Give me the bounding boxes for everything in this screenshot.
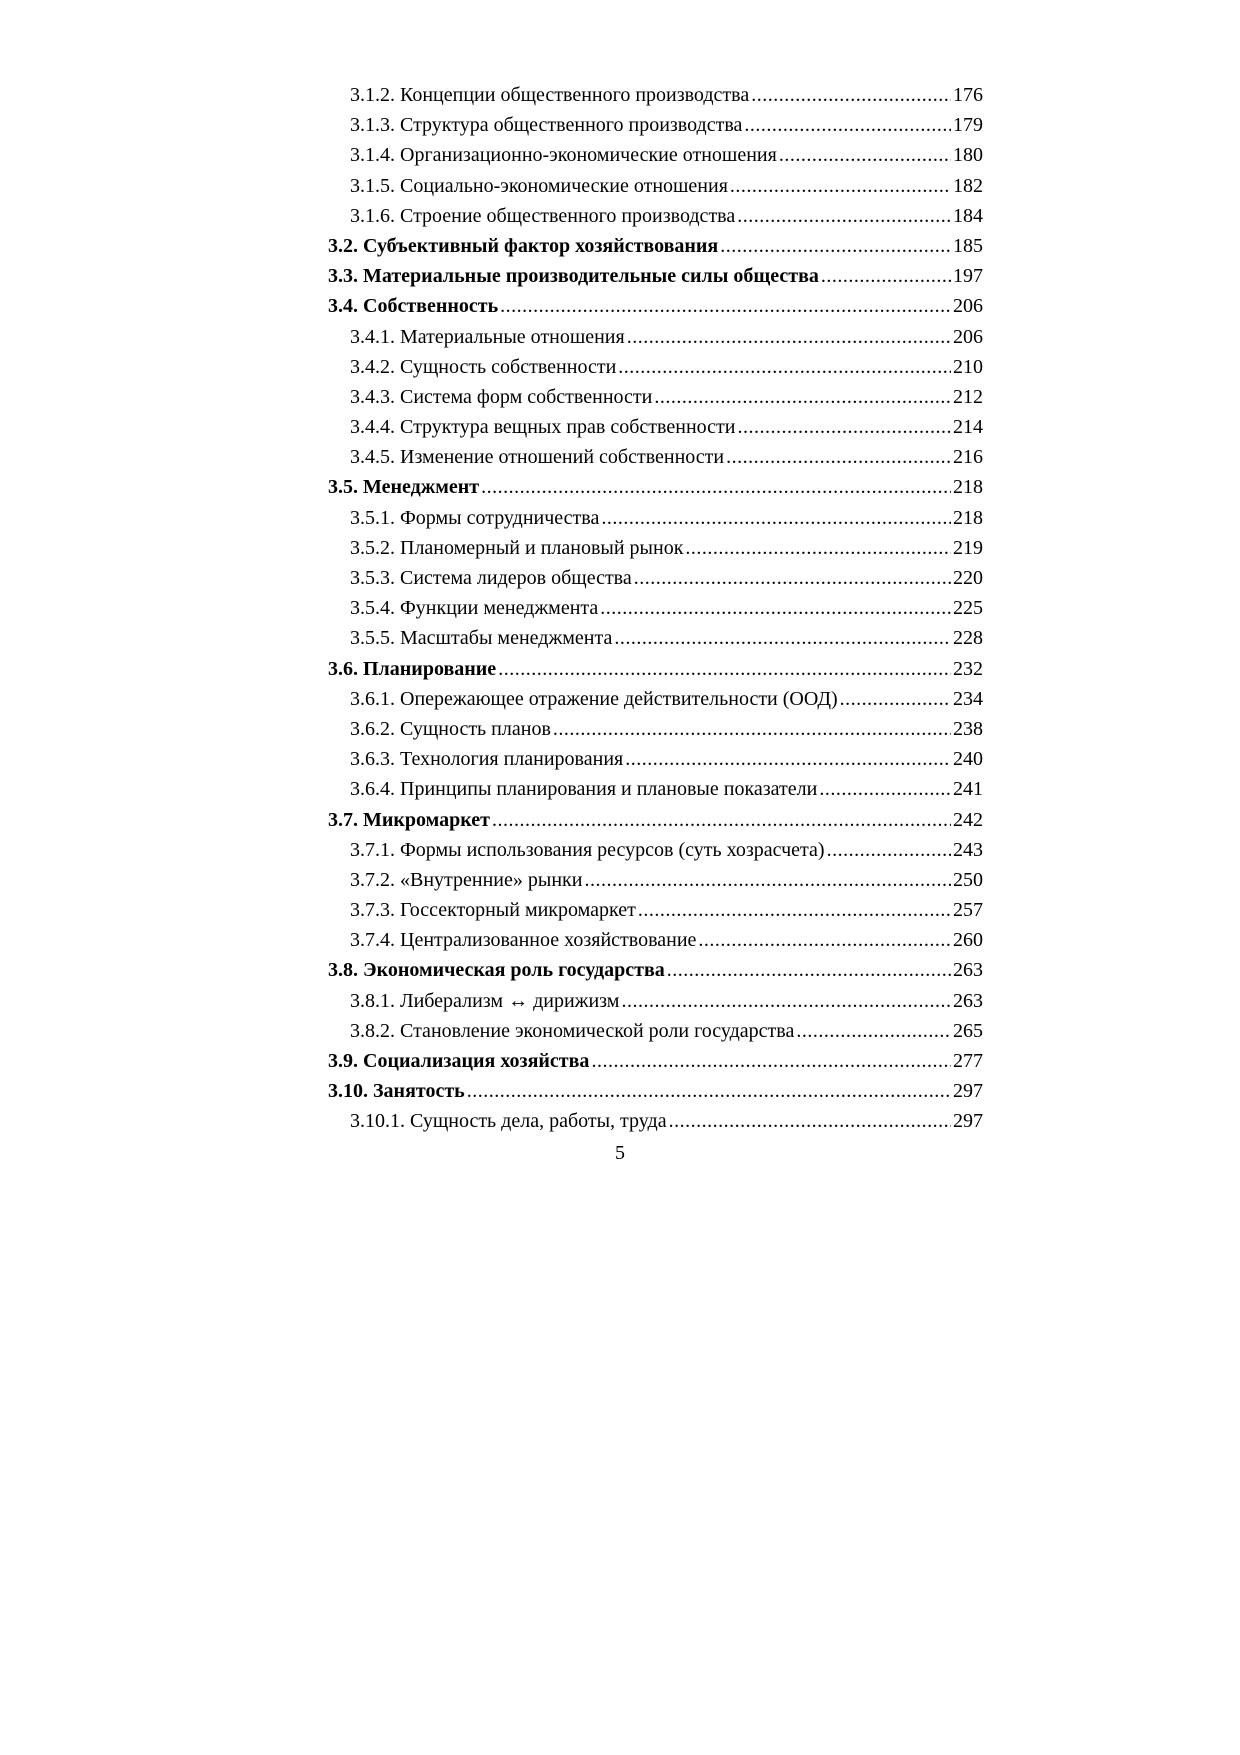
toc-dot-leader	[751, 80, 951, 110]
toc-section-entry[interactable]	[328, 955, 983, 985]
toc-section-entry[interactable]	[328, 231, 983, 261]
toc-entry-page-number: 277	[953, 1050, 983, 1072]
toc-entry-title: 3.6.2. Сущность планов	[350, 717, 551, 740]
toc-dot-leader	[685, 533, 951, 563]
toc-dot-leader	[796, 1016, 951, 1046]
toc-dot-leader	[819, 774, 951, 804]
toc-entry-page-number: 263	[953, 959, 983, 982]
toc-subsection-entry[interactable]	[328, 382, 983, 412]
toc-dot-leader	[591, 1046, 951, 1076]
toc-entry-title: 3.3. Материальные производительные силы общества	[328, 265, 819, 288]
toc-entry-page-number: 210	[953, 355, 983, 378]
toc-entry-title: 3.6. Планирование	[328, 657, 497, 680]
toc-subsection-entry[interactable]	[328, 895, 983, 925]
toc-subsection-entry[interactable]	[328, 835, 983, 865]
toc-entry-page-number: 260	[953, 929, 983, 952]
toc-entry-page-number: 225	[953, 597, 983, 620]
toc-entry-page-number: 180	[953, 144, 983, 167]
toc-entry-title: 3.7.4. Централизованное хозяйствование	[350, 929, 697, 952]
toc-subsection-entry[interactable]	[328, 925, 983, 955]
toc-dot-leader	[654, 382, 951, 412]
toc-dot-leader	[467, 1076, 951, 1106]
toc-subsection-entry[interactable]	[328, 412, 983, 442]
toc-entry-title: 3.6.4. Принципы планирования и плановые показатели	[350, 778, 818, 801]
toc-subsection-entry[interactable]	[328, 865, 983, 895]
toc-entry-title: 3.10.1. Сущность дела, работы, труда	[350, 1110, 667, 1133]
toc-entry-title: 3.4.2. Сущность собственности	[350, 355, 617, 378]
toc-dot-leader	[625, 744, 951, 774]
toc-entry-page-number: 234	[953, 687, 983, 710]
toc-subsection-entry[interactable]	[328, 684, 983, 714]
toc-entry-page-number: 263	[953, 989, 983, 1012]
toc-dot-leader	[744, 110, 951, 140]
toc-subsection-entry[interactable]	[328, 623, 983, 653]
toc-section-entry[interactable]	[328, 805, 983, 835]
toc-entry-title: 3.7.3. Госсекторный микромаркет	[350, 899, 636, 922]
toc-entry-title: 3.5.5. Масштабы менеджмента	[350, 627, 613, 650]
toc-entry-page-number: 228	[953, 627, 983, 650]
toc-entry-page-number: 184	[953, 204, 983, 227]
toc-subsection-entry[interactable]	[328, 110, 983, 140]
toc-dot-leader	[498, 654, 951, 684]
toc-dot-leader	[779, 140, 951, 170]
toc-section-entry[interactable]	[328, 654, 983, 684]
toc-entry-title: 3.5.3. Система лидеров общества	[350, 567, 632, 589]
toc-dot-leader	[627, 322, 951, 352]
toc-entry-title: 3.4. Собственность	[328, 295, 499, 318]
toc-entry-page-number: 240	[953, 748, 983, 771]
toc-entry-title: 3.9. Социализация хозяйства	[328, 1050, 590, 1072]
toc-dot-leader	[737, 201, 951, 231]
toc-subsection-entry[interactable]	[328, 714, 983, 744]
toc-entry-page-number: 297	[953, 1110, 983, 1133]
toc-section-entry[interactable]	[328, 472, 983, 502]
toc-entry-title: 3.7. Микромаркет	[328, 808, 491, 831]
toc-subsection-entry[interactable]	[328, 201, 983, 231]
toc-section-entry[interactable]	[328, 1076, 983, 1106]
toc-dot-leader	[840, 684, 951, 714]
toc-dot-leader	[500, 291, 951, 321]
toc-subsection-entry[interactable]	[328, 744, 983, 774]
toc-dot-leader	[737, 412, 951, 442]
toc-entry-page-number: 214	[953, 416, 983, 439]
toc-dot-leader	[481, 472, 951, 502]
toc-entry-page-number: 265	[953, 1019, 983, 1042]
toc-subsection-entry[interactable]	[328, 1106, 983, 1136]
toc-dot-leader	[720, 231, 951, 261]
toc-entry-title: 3.1.6. Строение общественного производства	[350, 204, 736, 227]
toc-entry-title: 3.1.4. Организационно-экономические отношения	[350, 144, 777, 167]
toc-subsection-entry[interactable]	[328, 171, 983, 201]
toc-entry-page-number: 182	[953, 174, 983, 197]
toc-entry-title: 3.1.3. Структура общественного производства	[350, 114, 743, 137]
toc-entry-page-number: 219	[953, 536, 983, 559]
toc-subsection-entry[interactable]	[328, 322, 983, 352]
toc-entry-title: 3.5. Менеджмент	[328, 476, 480, 499]
toc-entry-page-number: 185	[953, 234, 983, 257]
toc-entry-page-number: 297	[953, 1080, 983, 1103]
toc-entry-page-number: 250	[953, 868, 983, 891]
toc-dot-leader	[698, 925, 951, 955]
toc-entry-title: 3.4.1. Материальные отношения	[350, 325, 625, 348]
toc-subsection-entry[interactable]	[328, 503, 983, 533]
toc-entry-title: 3.5.4. Функции менеджмента	[350, 597, 599, 620]
toc-subsection-entry[interactable]	[328, 80, 983, 110]
toc-subsection-entry[interactable]	[328, 774, 983, 804]
toc-dot-leader	[821, 261, 951, 291]
toc-subsection-entry[interactable]	[328, 1016, 983, 1046]
toc-entry-title: 3.4.4. Структура вещных прав собственности	[350, 416, 736, 439]
toc-dot-leader	[667, 955, 951, 985]
toc-entry-page-number: 218	[953, 506, 983, 529]
toc-subsection-entry[interactable]	[328, 563, 983, 593]
toc-entry-page-number: 242	[953, 808, 983, 831]
toc-entry-title: 3.8.2. Становление экономической роли государства	[350, 1019, 795, 1042]
toc-entry-page-number: 232	[953, 657, 983, 680]
toc-dot-leader	[726, 442, 951, 472]
toc-entry-page-number: 218	[953, 476, 983, 499]
toc-entry-title: 3.10. Занятость	[328, 1080, 465, 1103]
toc-entry-page-number: 216	[953, 446, 983, 469]
toc-entry-page-number: 179	[953, 114, 983, 137]
toc-dot-leader	[621, 986, 951, 1016]
toc-entry-page-number: 212	[953, 385, 983, 408]
toc-entry-title: 3.8.1. Либерализм ↔ дирижизм	[350, 989, 620, 1012]
toc-entry-title: 3.6.1. Опережающее отражение действительности (ООД)	[350, 687, 838, 710]
toc-entry-title: 3.5.2. Планомерный и плановый рынок	[350, 536, 684, 559]
toc-subsection-entry[interactable]	[328, 593, 983, 623]
toc-dot-leader	[601, 503, 951, 533]
toc-dot-leader	[638, 895, 951, 925]
toc-dot-leader	[634, 563, 951, 593]
toc-entry-page-number: 241	[953, 778, 983, 801]
toc-entry-title: 3.7.2. «Внутренние» рынки	[350, 868, 583, 891]
toc-dot-leader	[618, 352, 951, 382]
toc-dot-leader	[614, 623, 951, 653]
toc-subsection-entry[interactable]	[328, 986, 983, 1016]
toc-entry-title: 3.7.1. Формы использования ресурсов (суть хозрасчета)	[350, 838, 825, 861]
toc-entry-title: 3.1.5. Социально-экономические отношения	[350, 174, 728, 197]
toc-section-entry[interactable]	[328, 291, 983, 321]
toc-entry-page-number: 176	[953, 84, 983, 106]
toc-dot-leader	[553, 714, 951, 744]
toc-entry-title: 3.4.5. Изменение отношений собственности	[350, 446, 725, 469]
toc-entry-title: 3.4.3. Система форм собственности	[350, 385, 653, 408]
toc-dot-leader	[669, 1106, 951, 1136]
toc-dot-leader	[584, 865, 951, 895]
toc-entry-page-number: 206	[953, 295, 983, 318]
toc-dot-leader	[730, 171, 951, 201]
page-number: 5	[615, 1142, 625, 1164]
toc-subsection-entry[interactable]	[328, 533, 983, 563]
toc-section-entry[interactable]	[328, 1046, 983, 1076]
toc-entry-title: 3.5.1. Формы сотрудничества	[350, 506, 600, 529]
toc-entry-page-number: 238	[953, 717, 983, 740]
toc-entry-page-number: 243	[953, 838, 983, 861]
toc-dot-leader	[492, 805, 951, 835]
toc-subsection-entry[interactable]	[328, 352, 983, 382]
toc-entry-page-number: 220	[953, 567, 983, 589]
toc-subsection-entry[interactable]	[328, 442, 983, 472]
toc-dot-leader	[600, 593, 951, 623]
toc-entry-page-number: 257	[953, 899, 983, 922]
toc-entry-title: 3.2. Субъективный фактор хозяйствования	[328, 234, 719, 257]
toc-entry-page-number: 206	[953, 325, 983, 348]
toc-dot-leader	[827, 835, 951, 865]
toc-entry-title: 3.6.3. Технология планирования	[350, 748, 624, 771]
toc-entry-title: 3.1.2. Концепции общественного производства	[350, 84, 750, 106]
toc-entry-title: 3.8. Экономическая роль государства	[328, 959, 665, 982]
table-of-contents	[328, 80, 983, 1137]
toc-subsection-entry[interactable]	[328, 140, 983, 170]
toc-section-entry[interactable]	[328, 261, 983, 291]
toc-entry-page-number: 197	[953, 265, 983, 288]
